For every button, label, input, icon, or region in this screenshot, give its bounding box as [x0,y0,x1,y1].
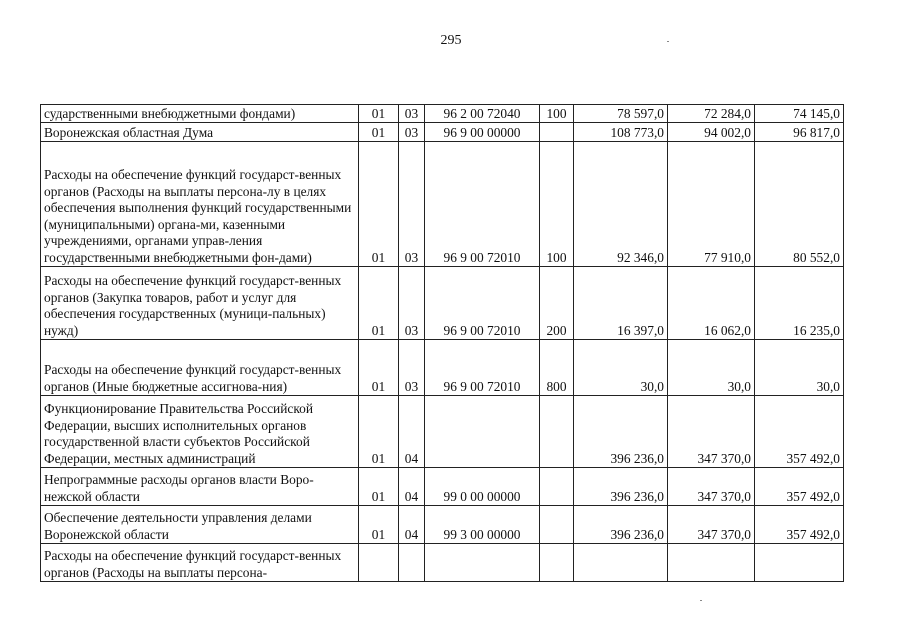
amount-year-3 [755,544,844,582]
amount-year-2: 16 062,0 [668,267,755,340]
target-article-code: 99 3 00 00000 [425,506,540,544]
row-name: Расходы на обеспечение функций государст-венных органов (Расходы на выплаты персона-лу в целях обеспечения выполнения функций государственными (муниципальными) органа-ми, казенными учреждениями, органами управ-ления государственными внебюджетными фон-дами) [41,142,359,267]
section-code [359,544,399,582]
amount-year-1: 396 236,0 [574,468,668,506]
table-row [41,123,844,142]
amount-year-2: 347 370,0 [668,396,755,468]
amount-year-3: 74 145,0 [755,105,844,123]
expense-type-code [540,506,574,544]
scan-speck [667,41,669,42]
amount-year-2: 347 370,0 [668,506,755,544]
target-article-code: 99 0 00 00000 [425,468,540,506]
section-code: 01 [359,340,399,396]
expense-type-code: 100 [540,105,574,123]
amount-year-1: 396 236,0 [574,506,668,544]
amount-year-3: 357 492,0 [755,506,844,544]
amount-year-2: 30,0 [668,340,755,396]
section-code: 01 [359,468,399,506]
row-name: сударственными внебюджетными фондами) [41,105,359,123]
amount-year-2: 77 910,0 [668,142,755,267]
subsection-code: 03 [399,105,425,123]
target-article-code: 96 9 00 72010 [425,142,540,267]
row-name: Расходы на обеспечение функций государст-венных органов (Иные бюджетные ассигнова-ния) [41,340,359,396]
table-row [41,396,844,468]
subsection-code: 04 [399,468,425,506]
expense-type-code [540,396,574,468]
target-article-code: 96 9 00 72010 [425,267,540,340]
section-code: 01 [359,105,399,123]
subsection-code [399,544,425,582]
amount-year-3: 357 492,0 [755,468,844,506]
expense-type-code [540,123,574,142]
amount-year-1: 92 346,0 [574,142,668,267]
page-number: 295 [440,33,462,48]
table-row [41,105,844,123]
amount-year-3: 96 817,0 [755,123,844,142]
table-row [41,506,844,544]
row-name: Расходы на обеспечение функций государст-венных органов (Закупка товаров, работ и услуг для обеспечения государственных (муници-пальных) нужд) [41,267,359,340]
amount-year-3: 16 235,0 [755,267,844,340]
amount-year-1: 396 236,0 [574,396,668,468]
amount-year-1: 30,0 [574,340,668,396]
row-name: Функционирование Правительства Российской Федерации, высших исполнительных органов государственной власти субъектов Российской Федерации, местных администраций [41,396,359,468]
subsection-code: 03 [399,142,425,267]
expense-type-code [540,468,574,506]
subsection-code: 03 [399,340,425,396]
table-row [41,142,844,267]
target-article-code: 96 9 00 72010 [425,340,540,396]
subsection-code: 03 [399,267,425,340]
section-code: 01 [359,396,399,468]
table-row [41,267,844,340]
row-name: Расходы на обеспечение функций государст-венных органов (Расходы на выплаты персона- [41,544,359,582]
budget-table [40,104,844,582]
amount-year-2: 94 002,0 [668,123,755,142]
amount-year-1: 78 597,0 [574,105,668,123]
expense-type-code: 200 [540,267,574,340]
target-article-code [425,544,540,582]
row-name: Обеспечение деятельности управления делами Воронежской области [41,506,359,544]
subsection-code: 03 [399,123,425,142]
amount-year-2: 347 370,0 [668,468,755,506]
row-name: Непрограммные расходы органов власти Воро-нежской области [41,468,359,506]
amount-year-3: 30,0 [755,340,844,396]
expense-type-code [540,544,574,582]
amount-year-1: 16 397,0 [574,267,668,340]
amount-year-2: 72 284,0 [668,105,755,123]
amount-year-3: 357 492,0 [755,396,844,468]
section-code: 01 [359,142,399,267]
row-name: Воронежская областная Дума [41,123,359,142]
section-code: 01 [359,506,399,544]
scan-speck [700,600,702,601]
expense-type-code: 800 [540,340,574,396]
section-code: 01 [359,123,399,142]
amount-year-1 [574,544,668,582]
subsection-code: 04 [399,396,425,468]
expense-type-code: 100 [540,142,574,267]
amount-year-3: 80 552,0 [755,142,844,267]
table-row [41,340,844,396]
amount-year-2 [668,544,755,582]
table-row [41,544,844,582]
table-row [41,468,844,506]
amount-year-1: 108 773,0 [574,123,668,142]
target-article-code: 96 9 00 00000 [425,123,540,142]
target-article-code: 96 2 00 72040 [425,105,540,123]
target-article-code [425,396,540,468]
section-code: 01 [359,267,399,340]
subsection-code: 04 [399,506,425,544]
